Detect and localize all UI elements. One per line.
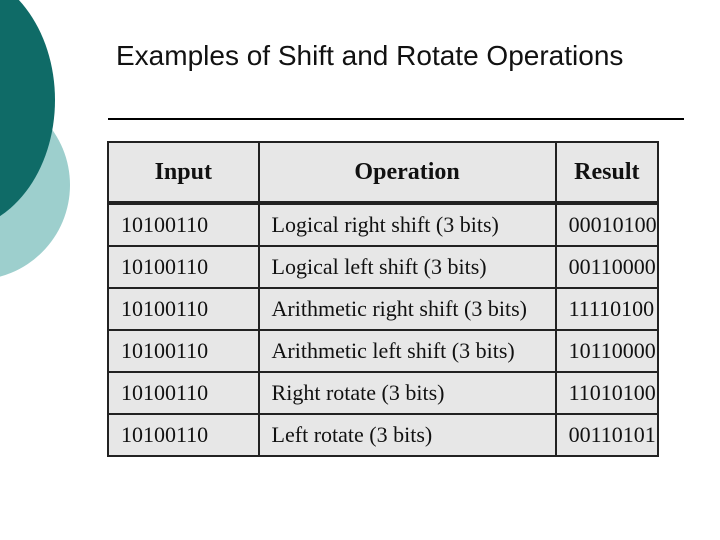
cell-result: 11110100 — [556, 288, 658, 330]
title-divider — [108, 118, 684, 120]
cell-input: 10100110 — [108, 330, 259, 372]
table-row — [108, 288, 658, 330]
slide-title: Examples of Shift and Rotate Operations — [116, 40, 624, 71]
table-row — [108, 203, 658, 246]
table-row — [108, 414, 658, 456]
header-operation: Operation — [259, 142, 556, 203]
cell-result: 00110101 — [556, 414, 658, 456]
header-input: Input — [108, 142, 259, 203]
cell-input: 10100110 — [108, 288, 259, 330]
cell-operation: Left rotate (3 bits) — [259, 414, 556, 456]
cell-operation: Logical left shift (3 bits) — [259, 246, 556, 288]
cell-result: 10110000 — [556, 330, 658, 372]
table-row — [108, 246, 658, 288]
cell-operation: Logical right shift (3 bits) — [259, 203, 556, 246]
cell-input: 10100110 — [108, 414, 259, 456]
cell-result: 00110000 — [556, 246, 658, 288]
cell-input: 10100110 — [108, 372, 259, 414]
table-row — [108, 330, 658, 372]
cell-input: 10100110 — [108, 246, 259, 288]
cell-result: 00010100 — [556, 203, 658, 246]
cell-operation: Arithmetic right shift (3 bits) — [259, 288, 556, 330]
cell-operation: Right rotate (3 bits) — [259, 372, 556, 414]
cell-input: 10100110 — [108, 203, 259, 246]
shift-rotate-table — [107, 141, 659, 457]
cell-result: 11010100 — [556, 372, 658, 414]
table-row — [108, 372, 658, 414]
table-header-row — [108, 142, 658, 203]
cell-operation: Arithmetic left shift (3 bits) — [259, 330, 556, 372]
header-result: Result — [556, 142, 658, 203]
